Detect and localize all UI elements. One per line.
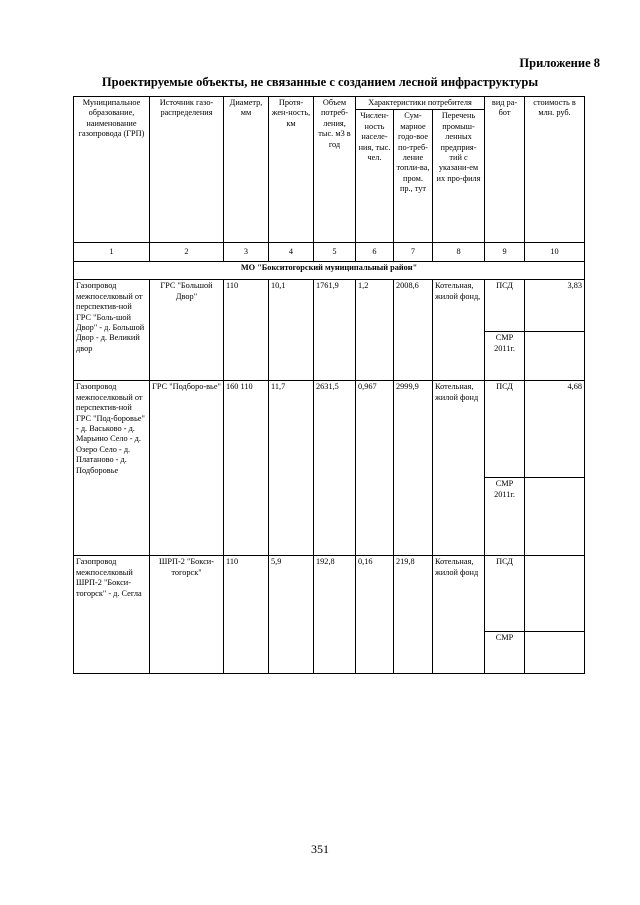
column-numbers-row	[74, 243, 585, 262]
appendix-label: Приложение 8	[519, 56, 600, 70]
population-value: 0,16	[356, 556, 394, 674]
work-type: ПСД	[485, 381, 525, 478]
column-number: 10	[525, 243, 585, 262]
document-title: Проектируемые объекты, не связанные с созданием лесной инфраструктуры	[101, 75, 539, 89]
column-number: 8	[433, 243, 485, 262]
cost-value	[525, 478, 585, 556]
header-work: вид ра-бот	[485, 97, 525, 243]
header-consumer: Характеристики потребителя	[356, 97, 485, 110]
cost-value: 3,83	[525, 280, 585, 332]
length-value: 10,1	[269, 280, 314, 381]
header-length: Протя-жен-ность, км	[269, 97, 314, 243]
objects-table	[73, 96, 585, 674]
column-number: 6	[356, 243, 394, 262]
pipeline-name: Газопровод межпоселковый ШРП-2 "Бокси-тогорск" - д. Сегла	[74, 556, 150, 674]
volume-value: 1761,9	[314, 280, 356, 381]
work-type: СМР	[485, 632, 525, 674]
table-row	[74, 280, 585, 332]
header-municipal: Муниципальное образование, наименование газопровода (ГРП)	[74, 97, 150, 243]
diameter-value: 110	[224, 556, 269, 674]
gas-source: ШРП-2 "Бокси-тогорск"	[150, 556, 224, 674]
cost-value	[525, 632, 585, 674]
annual-value: 2008,6	[394, 280, 433, 381]
work-type: СМР 2011г.	[485, 478, 525, 556]
volume-value: 2631,5	[314, 381, 356, 556]
column-number: 3	[224, 243, 269, 262]
population-value: 1,2	[356, 280, 394, 381]
annual-value: 219,8	[394, 556, 433, 674]
enterprises-value: Котельная, жилой фонд	[433, 556, 485, 674]
page-number: 351	[311, 842, 329, 856]
population-value: 0,967	[356, 381, 394, 556]
gas-source: ГРС "Подборо-вье"	[150, 381, 224, 556]
diameter-value: 160 110	[224, 381, 269, 556]
volume-value: 192,8	[314, 556, 356, 674]
section-title: МО "Бокситогорский муниципальный район"	[74, 262, 585, 280]
column-number: 7	[394, 243, 433, 262]
column-number: 2	[150, 243, 224, 262]
header-volume: Объем потреб-ления, тыс. м3 в год	[314, 97, 356, 243]
header-cost: стоимость в млн. руб.	[525, 97, 585, 243]
header-source: Источник газо-распределения	[150, 97, 224, 243]
column-number: 4	[269, 243, 314, 262]
pipeline-name: Газопровод межпоселковый от перспектив-ной ГРС "Боль-шой Двор" - д. Большой Двор - д. Великий двор	[74, 280, 150, 381]
header-enterprises: Перечень промыш-ленных предприя-тий с указани-ем их про-филя	[433, 110, 485, 243]
pipeline-name: Газопровод межпоселковый от перспектив-ной ГРС "Под-боровье" - д. Васьково - д. Марьино Село - д. Озеро Село - д. Платаново - д. Подборовье	[74, 381, 150, 556]
header-population: Числен-ность населе-ния, тыс. чел.	[356, 110, 394, 243]
header-diameter: Диаметр, мм	[224, 97, 269, 243]
length-value: 11,7	[269, 381, 314, 556]
work-type: ПСД	[485, 280, 525, 332]
header-annual: Сум-марное годо-вое по-треб-ление топли-ва, пром. пр., тут	[394, 110, 433, 243]
diameter-value: 110	[224, 280, 269, 381]
cost-value	[525, 332, 585, 381]
work-type: ПСД	[485, 556, 525, 632]
cost-value	[525, 556, 585, 632]
column-number: 5	[314, 243, 356, 262]
annual-value: 2999,9	[394, 381, 433, 556]
column-number: 1	[74, 243, 150, 262]
table-row	[74, 556, 585, 632]
enterprises-value: Котельная, жилой фонд	[433, 381, 485, 556]
work-type: СМР 2011г.	[485, 332, 525, 381]
length-value: 5,9	[269, 556, 314, 674]
table-row	[74, 381, 585, 478]
gas-source: ГРС "Большой Двор"	[150, 280, 224, 381]
enterprises-value: Котельная, жилой фонд,	[433, 280, 485, 381]
cost-value: 4,68	[525, 381, 585, 478]
column-number: 9	[485, 243, 525, 262]
